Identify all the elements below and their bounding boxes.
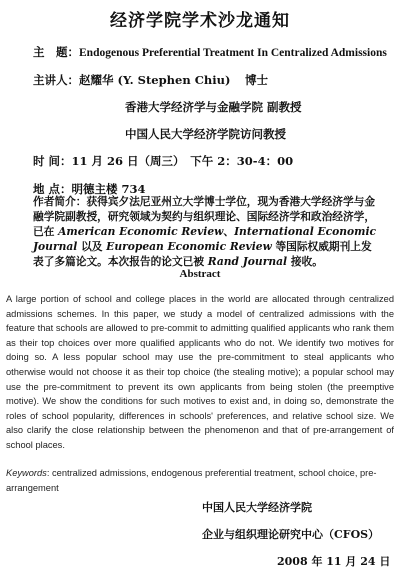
footer-date: 2008 年 11 月 24 日 bbox=[277, 555, 391, 568]
abstract-body: A large portion of school and college places in the world are allocated through centralized admissions schemes. In this paper, we study a model of centralized admissions with the feature that schools are allowed to pre-commit to admitting qualified applicants who rank them as their top choices over more qualified applicants who do not. We identify two motives for doing so. A less popular school may use the pre-commitment to steal applicants who otherwise would not choose it as their top choice (the stealing motive); a popular school may use the pre-commitment to prevent its own applicants from being stolen (the preemptive motive). We show the conditions for such motives to exist and, in doing so, demonstrate the roles of school popularity, differences in schools' preferences, and relative school size. We also clarify the close relationship between the phenomenon and that of pre-arrangement of school places. bbox=[6, 294, 394, 450]
journal-eer: European Economic Review bbox=[106, 240, 272, 253]
keywords-text: : centralized admissions, endogenous preferential treatment, school choice, pre-arrangement bbox=[6, 468, 377, 493]
page-title: 经济学院学术沙龙通知 bbox=[110, 11, 290, 31]
speaker-name: 赵耀华 (Y. Stephen Chiu) bbox=[79, 73, 231, 87]
keywords bbox=[6, 466, 394, 495]
journal-rand: Rand Journal bbox=[207, 255, 288, 268]
speaker-position-2: 中国人民大学经济学院访问教授 bbox=[125, 127, 286, 141]
time-value: 11 月 26 日（周三） 下午 2：30-4：00 bbox=[71, 154, 294, 168]
time-row bbox=[33, 153, 293, 169]
bio-text-2: 等国际权威期刊上发表了多篇论文。本次报告的论文已被 bbox=[33, 240, 372, 268]
journal-iej: International Economic Journal bbox=[33, 225, 377, 253]
time-label: 时 间： bbox=[33, 154, 72, 168]
topic-label: 主 题： bbox=[33, 45, 79, 59]
bio-text-1: 获得宾夕法尼亚州立大学博士学位，现为香港大学经济学与金融学院副教授，研究领域为契约与组织理论、国际经济学和政治经济学，已在 bbox=[33, 195, 376, 238]
speaker-position-1: 香港大学经济学与金融学院 副教授 bbox=[125, 100, 302, 114]
speaker-label: 主讲人： bbox=[33, 73, 79, 87]
bio-text-3: 接收。 bbox=[287, 255, 323, 268]
author-bio bbox=[33, 194, 378, 269]
keywords-label: Keywords bbox=[6, 468, 47, 478]
bio-label: 作者简介： bbox=[33, 195, 87, 208]
speaker-degree: 博士 bbox=[245, 73, 268, 87]
footer-org-1: 中国人民大学经济学院 bbox=[202, 501, 312, 514]
place-label: 地 点： bbox=[33, 182, 72, 196]
abstract-heading: Abstract bbox=[179, 268, 221, 280]
bio-sep-1: 、 bbox=[223, 225, 235, 238]
journal-aer: American Economic Review bbox=[58, 225, 224, 238]
speaker-row bbox=[33, 72, 230, 88]
footer-org-2: 企业与组织理论研究中心（CFOS） bbox=[202, 528, 380, 541]
place-value: 明德主楼 734 bbox=[71, 182, 146, 196]
topic-row bbox=[33, 44, 387, 60]
bio-sep-2: 以及 bbox=[77, 240, 107, 253]
topic-value: Endogenous Preferential Treatment In Centralized Admissions bbox=[79, 47, 387, 59]
